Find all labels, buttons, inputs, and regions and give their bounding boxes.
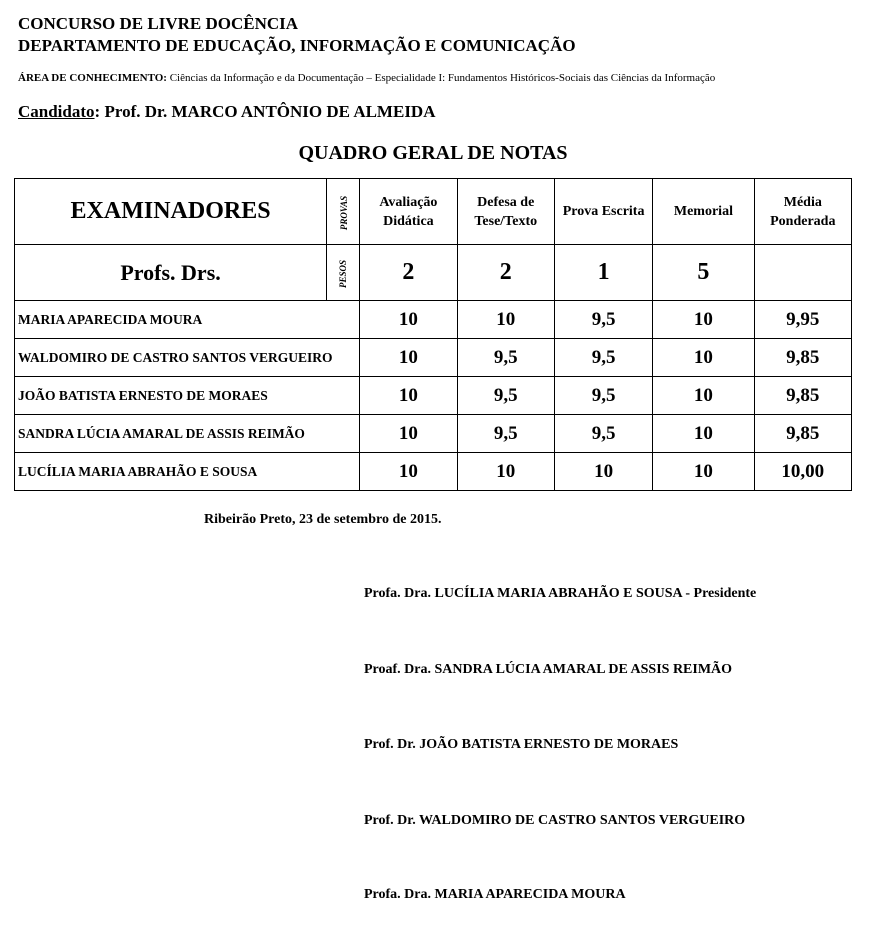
knowledge-area [18, 71, 715, 85]
grade-cell: 10 [360, 377, 457, 415]
grade-cell: 9,5 [457, 377, 554, 415]
signature-line: Prof. Dr. JOÃO BATISTA ERNESTO DE MORAES [364, 737, 679, 752]
weight-cell: 1 [554, 245, 652, 301]
examiner-name: SANDRA LÚCIA AMARAL DE ASSIS REIMÃO [15, 415, 360, 453]
column-header-line: Memorial [673, 204, 733, 219]
table-row [15, 301, 852, 339]
column-header-line: Avaliação [379, 194, 438, 210]
column-header [554, 179, 652, 245]
table-row [15, 339, 852, 377]
grade-cell: 9,5 [554, 415, 652, 453]
grade-cell: 10 [457, 301, 554, 339]
signature-line: Profa. Dra. LUCÍLIA MARIA ABRAHÃO E SOUSA - Presidente [364, 586, 757, 601]
column-header-line: Tese/Texto [474, 213, 538, 229]
average-cell: 9,85 [754, 377, 851, 415]
grade-cell: 10 [360, 415, 457, 453]
grade-cell: 10 [554, 453, 652, 491]
grade-cell: 9,5 [457, 415, 554, 453]
grade-cell: 10 [653, 301, 754, 339]
header-row [15, 179, 852, 245]
column-header [653, 179, 754, 245]
pesos-label-cell [327, 245, 360, 301]
examiner-name: JOÃO BATISTA ERNESTO DE MORAES [15, 377, 360, 415]
average-cell: 9,85 [754, 339, 851, 377]
signature-line: Proaf. Dra. SANDRA LÚCIA AMARAL DE ASSIS REIMÃO [364, 662, 733, 677]
examiners-header: EXAMINADORES [15, 179, 327, 245]
column-header-line: Defesa de [477, 194, 535, 210]
provas-label: PROVAS [339, 195, 350, 230]
grade-cell: 10 [653, 377, 754, 415]
weight-cell [754, 245, 851, 301]
column-header-line: Média [783, 194, 822, 210]
grade-cell: 9,5 [554, 301, 652, 339]
provas-label-cell [327, 179, 360, 245]
grade-cell: 10 [653, 339, 754, 377]
candidate-label: Candidato [18, 102, 95, 121]
average-cell: 10,00 [754, 453, 851, 491]
average-cell: 9,85 [754, 415, 851, 453]
grade-cell: 9,5 [554, 339, 652, 377]
weight-cell: 5 [653, 245, 754, 301]
grade-cell: 10 [360, 301, 457, 339]
contest-title: CONCURSO DE LIVRE DOCÊNCIA [18, 14, 299, 33]
candidate-name: Prof. Dr. MARCO ANTÔNIO DE ALMEIDA [104, 102, 436, 121]
grade-cell: 10 [360, 339, 457, 377]
knowledge-area-value: Ciências da Informação e da Documentação – Especialidade I: Fundamentos Históricos-Sociais das Ciências da Informação [169, 72, 716, 84]
column-header [457, 179, 554, 245]
knowledge-area-label: ÁREA DE CONHECIMENTO: [18, 72, 167, 84]
column-header [360, 179, 457, 245]
profs-header: Profs. Drs. [15, 245, 327, 301]
candidate: Candidato: Prof. Dr. MARCO ANTÔNIO DE ALMEIDA [18, 102, 436, 121]
weight-cell: 2 [457, 245, 554, 301]
table-row [15, 377, 852, 415]
grade-cell: 10 [457, 453, 554, 491]
grade-cell: 9,5 [457, 339, 554, 377]
grade-cell: 9,5 [554, 377, 652, 415]
weight-cell: 2 [360, 245, 457, 301]
table-row [15, 415, 852, 453]
column-header-line: Prova Escrita [562, 204, 645, 219]
signature-line: Profa. Dra. MARIA APARECIDA MOURA [364, 887, 626, 902]
examiner-name: LUCÍLIA MARIA ABRAHÃO E SOUSA [15, 453, 360, 491]
table-row [15, 453, 852, 491]
place-date: Ribeirão Preto, 23 de setembro de 2015. [204, 512, 442, 527]
column-header-line: Didática [383, 213, 434, 229]
column-header [754, 179, 851, 245]
grade-cell: 10 [360, 453, 457, 491]
average-cell: 9,95 [754, 301, 851, 339]
department-title: DEPARTAMENTO DE EDUCAÇÃO, INFORMAÇÃO E COMUNICAÇÃO [18, 36, 576, 55]
grade-cell: 10 [653, 453, 754, 491]
grade-cell: 10 [653, 415, 754, 453]
examiner-name: MARIA APARECIDA MOURA [15, 301, 360, 339]
examiner-name: WALDOMIRO DE CASTRO SANTOS VERGUEIRO [15, 339, 360, 377]
column-header-line: Ponderada [770, 213, 836, 229]
grades-table-title: QUADRO GERAL DE NOTAS [298, 142, 568, 164]
grades-table [14, 178, 852, 491]
pesos-label: PESOS [338, 259, 349, 288]
weights-row [15, 245, 852, 301]
signature-line: Prof. Dr. WALDOMIRO DE CASTRO SANTOS VERGUEIRO [364, 813, 746, 828]
